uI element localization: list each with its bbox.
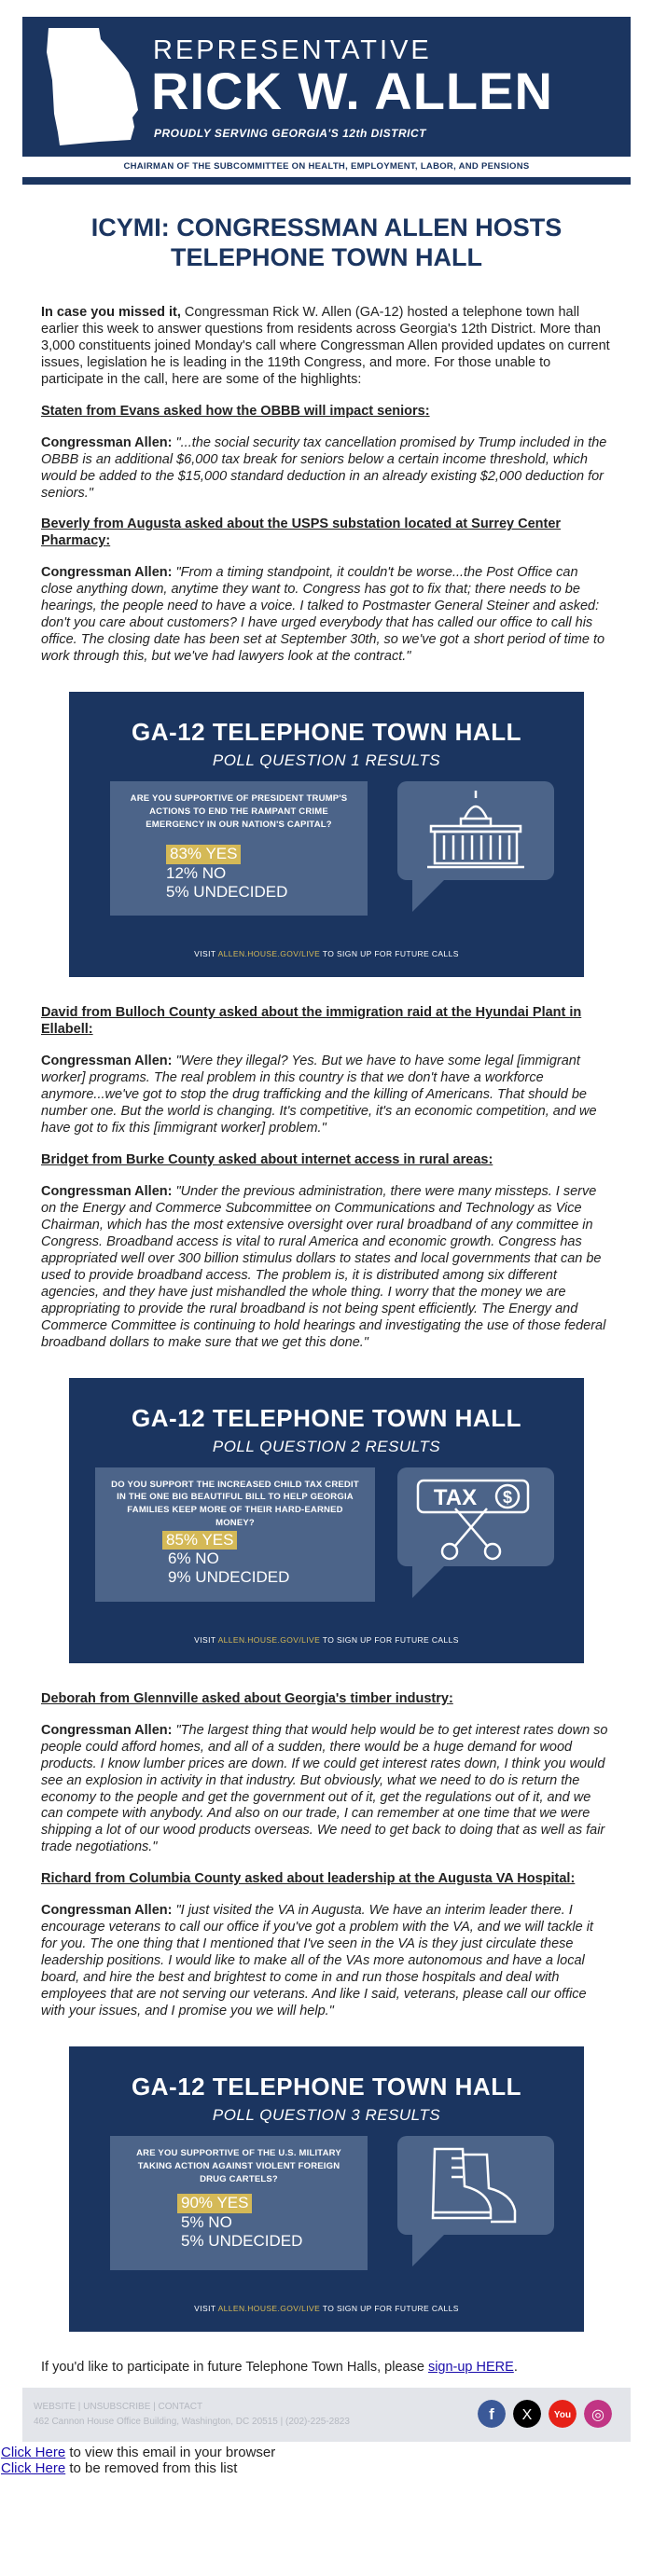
representative-label: REPRESENTATIVE [153,35,432,65]
district-tagline: PROUDLY SERVING GEORGIA'S 12th DISTRICT [154,127,426,140]
cta-prefix: VISIT [194,2304,218,2314]
cta-prefix: VISIT [194,1634,218,1645]
question-text: Deborah from Glennville asked about Georgia's timber industry [41,1690,449,1706]
view-in-browser-line [1,2445,653,2461]
youtube-glyph: You [553,2410,572,2421]
question-text: David from Bulloch County asked about the immigration raid at the Hyundai Plant in Ellabell [41,1005,582,1038]
georgia-state-icon [41,24,144,155]
intro-lead: In case you missed it, [41,304,181,320]
poll-question: ARE YOU SUPPORTIVE OF PRESIDENT TRUMP'S ACTIONS TO END THE RAMPANT CRIME EMERGENCY IN OUR NATION'S CAPITAL? [130,793,348,830]
cta-suffix: TO SIGN UP FOR FUTURE CALLS [320,1634,459,1645]
chairman-subtitle: CHAIRMAN OF THE SUBCOMMITTEE ON HEALTH, EMPLOYMENT, LABOR, AND PENSIONS [123,161,530,172]
poll-question-box [95,1467,375,1602]
poll-undecided: 5% UNDECIDED [181,2231,303,2250]
question-suffix: : [105,533,111,549]
intro-paragraph [41,305,612,389]
poll-title: GA-12 TELEPHONE TOWN HALL [132,718,521,747]
question-text: Richard from Columbia County asked about leadership at the Augusta VA Hospital [41,1871,571,1887]
remove-from-list-text: to be removed from this list [65,2459,238,2476]
answer-label: Congressman Allen: [41,565,173,581]
header-banner [22,17,631,185]
article-body [22,305,631,666]
question-text: Staten from Evans asked how the OBBB will impact seniors [41,403,425,419]
signup-site-link[interactable]: ALLEN.HOUSE.GOV/LIVE [217,1634,321,1645]
poll-results [166,845,368,902]
cta-suffix: TO SIGN UP FOR FUTURE CALLS [320,2304,459,2314]
answer-paragraph [41,565,612,666]
view-in-browser-text: to view this email in your browser [65,2445,276,2461]
facebook-icon[interactable] [478,2400,506,2428]
instagram-icon[interactable] [584,2400,612,2428]
youtube-icon[interactable] [549,2400,577,2428]
poll-results [162,1531,375,1588]
question-suffix: : [424,403,430,419]
poll-graphic-1 [69,692,584,977]
article-body-3 [22,1691,631,2020]
signup-line [22,2360,631,2375]
footer-links[interactable]: WEBSITE | UNSUBSCRIBE | CONTACT [34,2402,203,2413]
poll-yes: 85% YES [162,1531,237,1550]
poll-cta [69,1635,584,1645]
cta-suffix: TO SIGN UP FOR FUTURE CALLS [320,949,459,959]
poll-graphic-2 [69,1378,584,1663]
poll-title: GA-12 TELEPHONE TOWN HALL [132,1403,521,1432]
answer-paragraph [41,1723,612,1857]
answer-label: Congressman Allen: [41,1054,173,1069]
x-icon[interactable] [513,2400,541,2428]
question-heading [41,1691,612,1708]
answer-paragraph [41,435,612,503]
question-heading [41,1152,612,1169]
poll-question-box [110,2136,368,2270]
question-suffix: : [88,1022,93,1038]
signup-site-link[interactable]: ALLEN.HOUSE.GOV/LIVE [217,949,321,959]
speech-bubble-icon [397,1467,556,1607]
poll-undecided: 5% UNDECIDED [166,883,288,901]
speech-bubble-icon [397,781,556,921]
poll-graphic-3 [69,2046,584,2332]
instagram-glyph: ◎ [591,2405,604,2424]
poll-no: 12% NO [166,863,227,882]
poll-subtitle: POLL QUESTION 3 RESULTS [212,2106,441,2125]
poll-no: 5% NO [181,2212,232,2231]
question-text: Bridget from Burke County asked about internet access in rural areas [41,1152,489,1167]
question-suffix: : [448,1690,453,1706]
facebook-glyph: f [489,2405,494,2424]
answer-label: Congressman Allen: [41,1722,173,1738]
poll-yes: 90% YES [177,2194,252,2212]
poll-subtitle: POLL QUESTION 2 RESULTS [212,1437,441,1455]
poll-no: 6% NO [168,1550,219,1568]
poll-subtitle: POLL QUESTION 1 RESULTS [212,751,441,770]
representative-name: RICK W. ALLEN [151,62,553,120]
dollar-glyph: $ [502,1487,513,1507]
answer-paragraph [41,1184,612,1352]
poll-title: GA-12 TELEPHONE TOWN HALL [132,2073,521,2101]
answer-label: Congressman Allen: [41,434,173,450]
question-heading [41,1005,612,1039]
answer-text: "From a timing standpoint, it couldn't be worse...the Post Office can close anything down, anytime they want to. Congress has got to fix that; there needs to be hearings, the people need to have a voice. I talked to Postmaster General Steiner and asked: don't you care about customers? I have urged everybody that has called our office to call his office. The closing date has been set at September 30th, so we've got a short period of time to work through this, but we've had lawyers look at the contract." [41,565,605,665]
answer-text: "Under the previous administration, there were many missteps. I serve on the Energy and Commerce Subcommittee on Communications and Technology as Vice Chairman, which has the most extensive oversight over rural broadband of any committee in Congress. Broadband access is vital to rural America and economic growth. Congress has appropriated well over 300 billion stimulus dollars to states and local governments that can be used to provide broadband access. The problem is, it is distributed among six different agencies, and they have just mishandled the whole thing. I worry that the money we are appropriating to provide the rural broadband is not being spent efficiently. The Energy and Commerce Committee is continuing to hold hearings and investigating the use of those federal broadband dollars to make sure that we get this done." [41,1183,606,1350]
speech-bubble-icon [397,2136,556,2276]
tax-label: TAX [433,1484,478,1510]
poll-cta [69,2304,584,2313]
poll-question-box [110,781,368,916]
poll-yes: 83% YES [166,845,241,863]
poll-question: DO YOU SUPPORT THE INCREASED CHILD TAX CREDIT IN THE ONE BIG BEAUTIFUL BILL TO HELP GEORGIA FAMILIES KEEP MORE OF THEIR HARD-EARNED MONEY? [111,1479,359,1528]
view-in-browser-link[interactable]: Click Here [1,2445,66,2461]
question-suffix: : [488,1152,493,1167]
question-text: Beverly from Augusta asked about the USPS substation located at Surrey Center Pharmacy [41,517,562,549]
question-heading [41,404,612,420]
answer-text: "...the social security tax cancellation promised by Trump included in the OBBB is an additional $6,000 tax break for seniors below a certain income threshold, which would be added to the $15,000 standard deduction in an already existing $2,000 deduction for seniors." [41,434,607,501]
email-footer-links [0,2445,653,2477]
article-body-2 [22,1005,631,1351]
footer [22,2388,631,2442]
question-suffix: : [570,1871,576,1887]
answer-paragraph [41,1903,612,2020]
answer-text: "The largest thing that would help would be to get interest rates down so people could afford homes, and all of a sudden, there would be a huge demand for wood products. I know lumber prices are down. If we could get interest rates down, I think you would see an explosion in activity in that industry. But obviously, what we need to do is return the economy to the people and get the government out of it, get the regulations out of it, and we can compete with anybody. And also on our trade, I can remember at one time that we were shipping a lot of our wood products overseas. We need to get back to doing that as well as fair trade negotiations." [41,1722,608,1855]
poll-undecided: 9% UNDECIDED [168,1568,290,1587]
answer-text: "Were they illegal? Yes. But we have to have some legal [immigrant worker] programs. The real problem in this country is that we don't have a workforce anymore...we've got to stop the drug trafficking and the killing of Americans. That should be number one. But the world is changing. It's competitive, it's an economic competition, and we have got to fix this [immigrant worker] problem." [41,1054,597,1136]
answer-label: Congressman Allen: [41,1903,173,1919]
signup-link[interactable]: sign-up HERE [427,2360,514,2376]
signup-text: If you'd like to participate in future Telephone Town Halls, please [41,2360,428,2376]
poll-question: ARE YOU SUPPORTIVE OF THE U.S. MILITARY TAKING ACTION AGAINST VIOLENT FOREIGN DRUG CARTELS? [136,2148,341,2184]
signup-end: . [513,2360,518,2376]
signup-site-link[interactable]: ALLEN.HOUSE.GOV/LIVE [217,2304,321,2314]
question-heading [41,517,612,550]
answer-paragraph [41,1054,612,1137]
cta-prefix: VISIT [194,949,218,959]
remove-from-list-link[interactable]: Click Here [1,2459,66,2476]
question-heading [41,1871,612,1888]
intro-text: Congressman Rick W. Allen (GA-12) hosted a telephone town hall earlier this week to answer questions from residents across Georgia's 12th District. More than 3,000 constituents joined Monday's call where Congressman Allen provided updates on current issues, legislation he is leading in the 119th Congress, and more. For those unable to participate in the call, here are some of the highlights: [41,304,610,387]
answer-label: Congressman Allen: [41,1183,173,1199]
poll-cta [69,949,584,958]
poll-results [177,2194,368,2251]
footer-address: 462 Cannon House Office Building, Washington, DC 20515 | (202)-225-2823 [34,2417,350,2428]
x-glyph: X [521,2407,533,2424]
unsubscribe-line [1,2461,653,2477]
answer-text: "I just visited the VA in Augusta. We have an interim leader there. I encourage veterans to call our office if you've got a problem with the VA, and we will tackle it for you. The one thing that I mentioned that I've seen in the VA is they just circulate these leadership positions. I would like to make all of the VAs more autonomous and have a local board, and hire the best and brightest to come in and run those hospitals and deal with employees that are not serving our veterans. And like I said, veterans, please call our office with your issues, and I promise you we will help." [41,1903,593,2019]
page-title: ICYMI: CONGRESSMAN ALLEN HOSTS TELEPHONE TOWN HALL [90,214,563,272]
